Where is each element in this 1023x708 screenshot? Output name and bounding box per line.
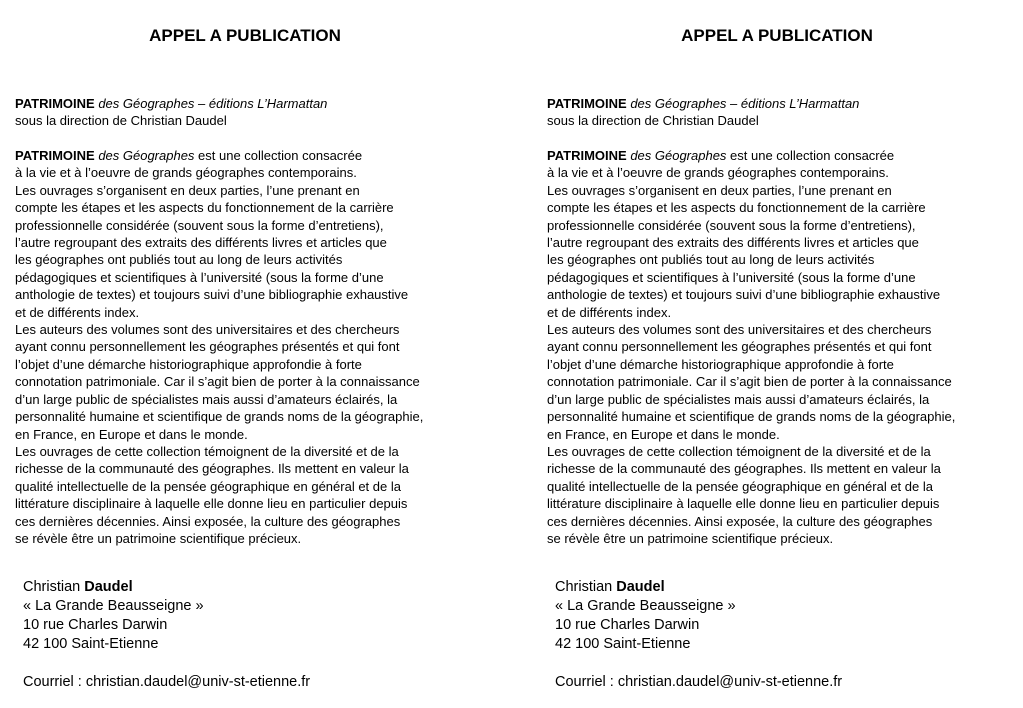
body-line: l’objet d’une démarche historiographique approfondie à forte [547,356,894,372]
body-line: personnalité humaine et scientifique de grands noms de la géographie, [547,409,956,425]
collection-direction: sous la direction de Christian Daudel [15,113,227,129]
collection-description [15,147,423,547]
email-link[interactable]: christian.daudel@univ-st-etienne.fr [617,674,843,690]
body-line: d’un large public de spécialistes mais aussi d’amateurs éclairés, la [15,391,398,407]
collection-name-bold: PATRIMOINE [15,96,95,111]
email-label: Courriel : [23,674,86,690]
contact-address [23,578,204,654]
collection-direction: sous la direction de Christian Daudel [547,113,759,129]
body-line: ayant connu personnellement les géographes présentés et qui font [15,339,400,355]
contact-house: « La Grande Beausseigne » [23,598,204,614]
intro-line [547,147,955,164]
contact-street: 10 rue Charles Darwin [23,617,168,633]
body-line: à la vie et à l’oeuvre de grands géographes contemporains. [547,165,889,181]
body-line: personnalité humaine et scientifique de grands noms de la géographie, [15,409,424,425]
contact-name [23,578,204,597]
body-line: professionnelle considérée (souvent sous la forme d’entretiens), [547,217,916,233]
body-line: Les auteurs des volumes sont des universitaires et des chercheurs [15,322,400,338]
flyer-right [547,0,1023,708]
body-line: Les ouvrages s’organisent en deux parties, l’une prenant en [15,182,360,198]
body-line: et de différents index. [15,304,140,320]
email-link[interactable]: christian.daudel@univ-st-etienne.fr [85,674,311,690]
body-line: compte les étapes et les aspects du fonctionnement de la carrière [547,200,926,216]
intro-bold: PATRIMOINE [547,148,627,163]
contact-city: 42 100 Saint-Etienne [555,636,691,652]
intro-italic: des Géographes [630,148,727,163]
collection-name-italic: des Géographes – éditions L’Harmattan [98,96,328,111]
contact-address [555,578,736,654]
contact-last-name: Daudel [84,579,133,595]
intro-italic: des Géographes [98,148,195,163]
body-line: connotation patrimoniale. Car il s’agit bien de porter à la connaissance [15,374,420,390]
collection-name-italic: des Géographes – éditions L’Harmattan [630,96,860,111]
collection-name-bold: PATRIMOINE [547,96,627,111]
body-line: les géographes ont publiés tout au long de leurs activités [15,252,343,268]
flyer-left [15,0,495,708]
body-line: qualité intellectuelle de la pensée géographique en général et de la [15,478,401,494]
intro-rest: est une collection consacrée [194,148,363,163]
contact-last-name: Daudel [616,579,665,595]
collection-header [15,95,327,130]
body-line: et de différents index. [547,304,672,320]
contact-first-name: Christian [23,579,81,595]
body-line: l’objet d’une démarche historiographique approfondie à forte [15,356,362,372]
body-line: ayant connu personnellement les géographes présentés et qui font [547,339,932,355]
email-label: Courriel : [555,674,618,690]
body-line: connotation patrimoniale. Car il s’agit bien de porter à la connaissance [547,374,952,390]
body-line: se révèle être un patrimoine scientifique précieux. [15,530,302,546]
collection-header [547,95,859,130]
collection-name [15,95,327,112]
body-line: Les ouvrages s’organisent en deux parties, l’une prenant en [547,182,892,198]
body-line: littérature disciplinaire à laquelle elle donne lieu en particulier depuis [15,496,408,512]
body-line: Les ouvrages de cette collection témoignent de la diversité et de la [547,443,931,459]
body-line: Les ouvrages de cette collection témoignent de la diversité et de la [15,443,399,459]
contact-first-name: Christian [555,579,613,595]
contact-name [555,578,736,597]
body-line: à la vie et à l’oeuvre de grands géographes contemporains. [15,165,357,181]
body-line: qualité intellectuelle de la pensée géographique en général et de la [547,478,933,494]
intro-bold: PATRIMOINE [15,148,95,163]
body-line: ces dernières décennies. Ainsi exposée, la culture des géographes [15,513,401,529]
body-line: professionnelle considérée (souvent sous la forme d’entretiens), [15,217,384,233]
contact-email-line [555,673,842,692]
body-line: ces dernières décennies. Ainsi exposée, la culture des géographes [547,513,933,529]
collection-description [547,147,955,547]
contact-city: 42 100 Saint-Etienne [23,636,159,652]
body-line: en France, en Europe et dans le monde. [15,426,248,442]
collection-name [547,95,859,112]
body-line: anthologie de textes) et toujours suivi d’une bibliographie exhaustive [15,287,409,303]
body-line: littérature disciplinaire à laquelle elle donne lieu en particulier depuis [547,496,940,512]
intro-line [15,147,423,164]
contact-email-line [23,673,310,692]
body-line: pédagogiques et scientifiques à l’université (sous la forme d’une [15,269,384,285]
intro-rest: est une collection consacrée [726,148,895,163]
flyer-title: APPEL A PUBLICATION [149,26,341,45]
body-line: d’un large public de spécialistes mais aussi d’amateurs éclairés, la [547,391,930,407]
flyer-title: APPEL A PUBLICATION [681,26,873,45]
body-line: Les auteurs des volumes sont des universitaires et des chercheurs [547,322,932,338]
body-line: en France, en Europe et dans le monde. [547,426,780,442]
body-line: l’autre regroupant des extraits des différents livres et articles que [547,235,919,251]
body-line: compte les étapes et les aspects du fonctionnement de la carrière [15,200,394,216]
body-line: richesse de la communauté des géographes. Ils mettent en valeur la [547,461,941,477]
body-line: richesse de la communauté des géographes. Ils mettent en valeur la [15,461,409,477]
contact-house: « La Grande Beausseigne » [555,598,736,614]
body-line: l’autre regroupant des extraits des différents livres et articles que [15,235,387,251]
body-line: se révèle être un patrimoine scientifique précieux. [547,530,834,546]
body-line: les géographes ont publiés tout au long de leurs activités [547,252,875,268]
body-line: anthologie de textes) et toujours suivi d’une bibliographie exhaustive [547,287,941,303]
body-line: pédagogiques et scientifiques à l’université (sous la forme d’une [547,269,916,285]
contact-street: 10 rue Charles Darwin [555,617,700,633]
